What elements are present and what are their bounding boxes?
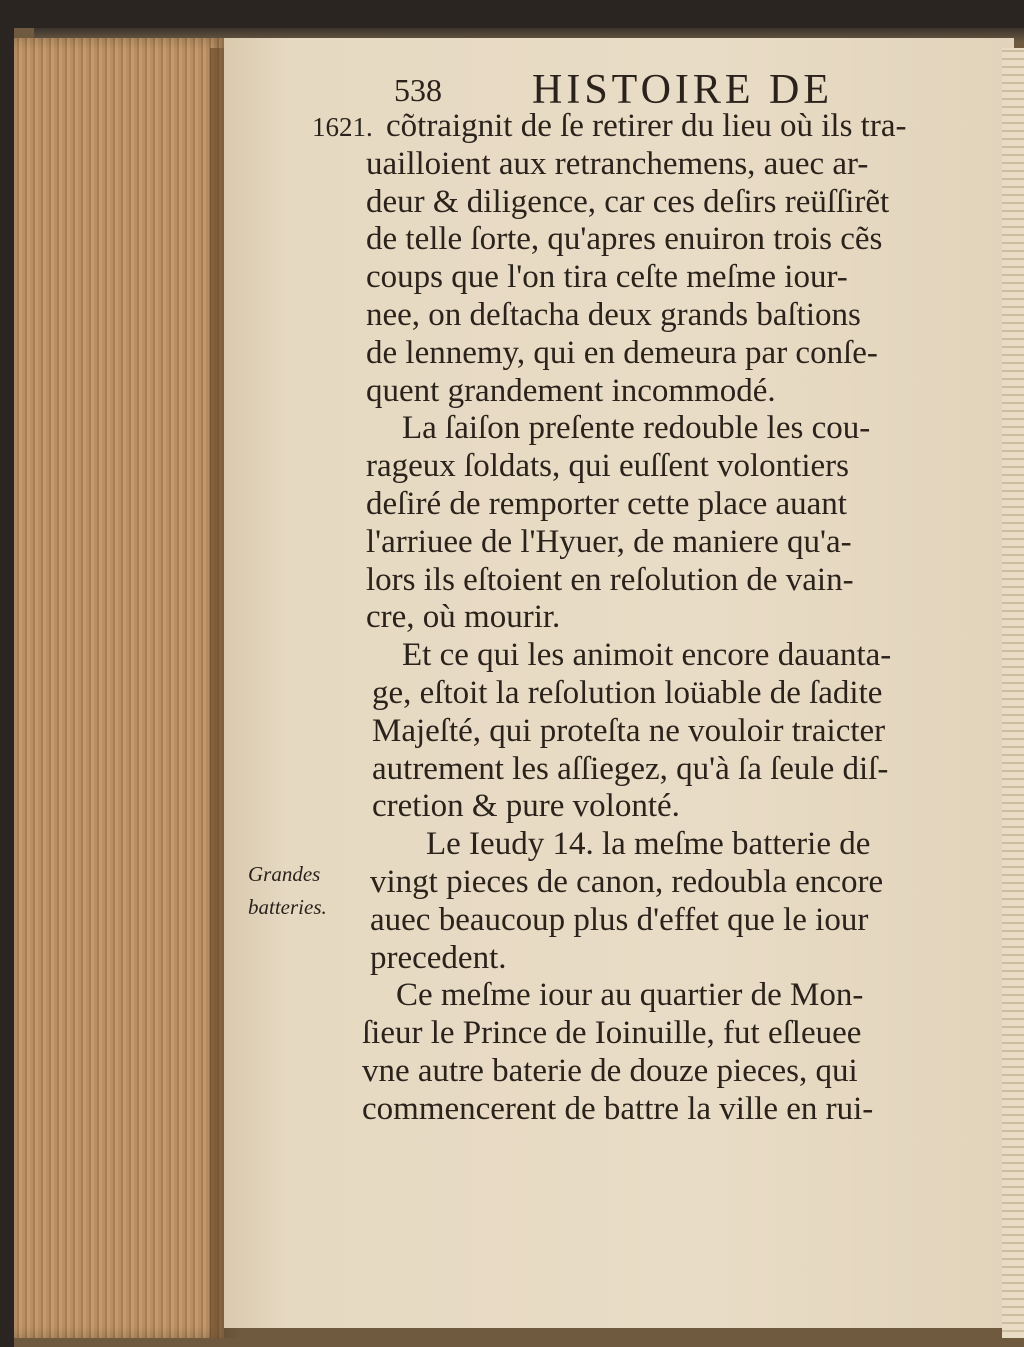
text-line: deur & diligence, car ces deſirs reüſſirẽt (366, 183, 890, 220)
margin-year: 1621. (312, 112, 373, 142)
text-line: precedent. (370, 939, 507, 976)
text-line: cretion & pure volonté. (372, 788, 680, 825)
text-line: Le Ieudy 14. la meſme batterie de (426, 826, 871, 863)
text-line: de telle ſorte, qu'apres enuiron trois cẽs (366, 221, 883, 258)
text-line: ſieur le Prince de Ioinuille, fut eſleuee (362, 1015, 862, 1052)
text-line: coups que l'on tira ceſte meſme iour- (366, 259, 848, 296)
body-text (362, 108, 982, 1129)
text-line: commencerent de battre la ville en rui- (362, 1090, 874, 1127)
text-line: cre, où mourir. (366, 599, 561, 636)
page-header (382, 66, 962, 112)
text-line: rageux ſoldats, qui euſſent volontiers (366, 448, 849, 485)
running-title: HISTOIRE DE (532, 67, 834, 113)
margin-note-line: Grandes (248, 862, 321, 886)
text-line: vingt pieces de canon, redoubla encore (370, 863, 884, 900)
binding-edge (1002, 48, 1024, 1338)
text-line: Et ce qui les animoit encore dauanta- (402, 637, 892, 674)
text-line: ge, eſtoit la reſolution loüable de ſadite (372, 674, 883, 711)
margin-note-line: batteries. (248, 895, 327, 919)
page-stack-edge (14, 38, 224, 1338)
text-line: Ce meſme iour au quartier de Mon- (396, 977, 864, 1014)
text-line: deſiré de remporter cette place auant (366, 485, 847, 522)
text-line: La ſaiſon preſente redouble les cou- (402, 410, 871, 447)
text-line: vne autre baterie de douze pieces, qui (362, 1052, 858, 1089)
text-line: Majeſté, qui proteſta ne vouloir traicter (372, 712, 886, 749)
text-line: auec beaucoup plus d'effet que le iour (370, 901, 869, 938)
text-line: lors ils eſtoient en reſolution de vain- (366, 561, 854, 598)
text-line: cõtraignit de ſe retirer du lieu où ils tra- (386, 108, 907, 144)
text-line: l'arriuee de l'Hyuer, de maniere qu'a- (366, 523, 852, 560)
text-line: quent grandement incommodé. (366, 372, 776, 409)
text-line: uailloient aux retranchemens, auec ar- (366, 145, 869, 182)
page-number: 538 (394, 72, 442, 108)
text-line: de lennemy, qui en demeura par conſe- (366, 334, 878, 371)
text-line: autrement les aſſiegez, qu'à ſa ſeule diſ- (372, 750, 889, 787)
text-line: nee, on deſtacha deux grands baſtions (366, 296, 861, 333)
